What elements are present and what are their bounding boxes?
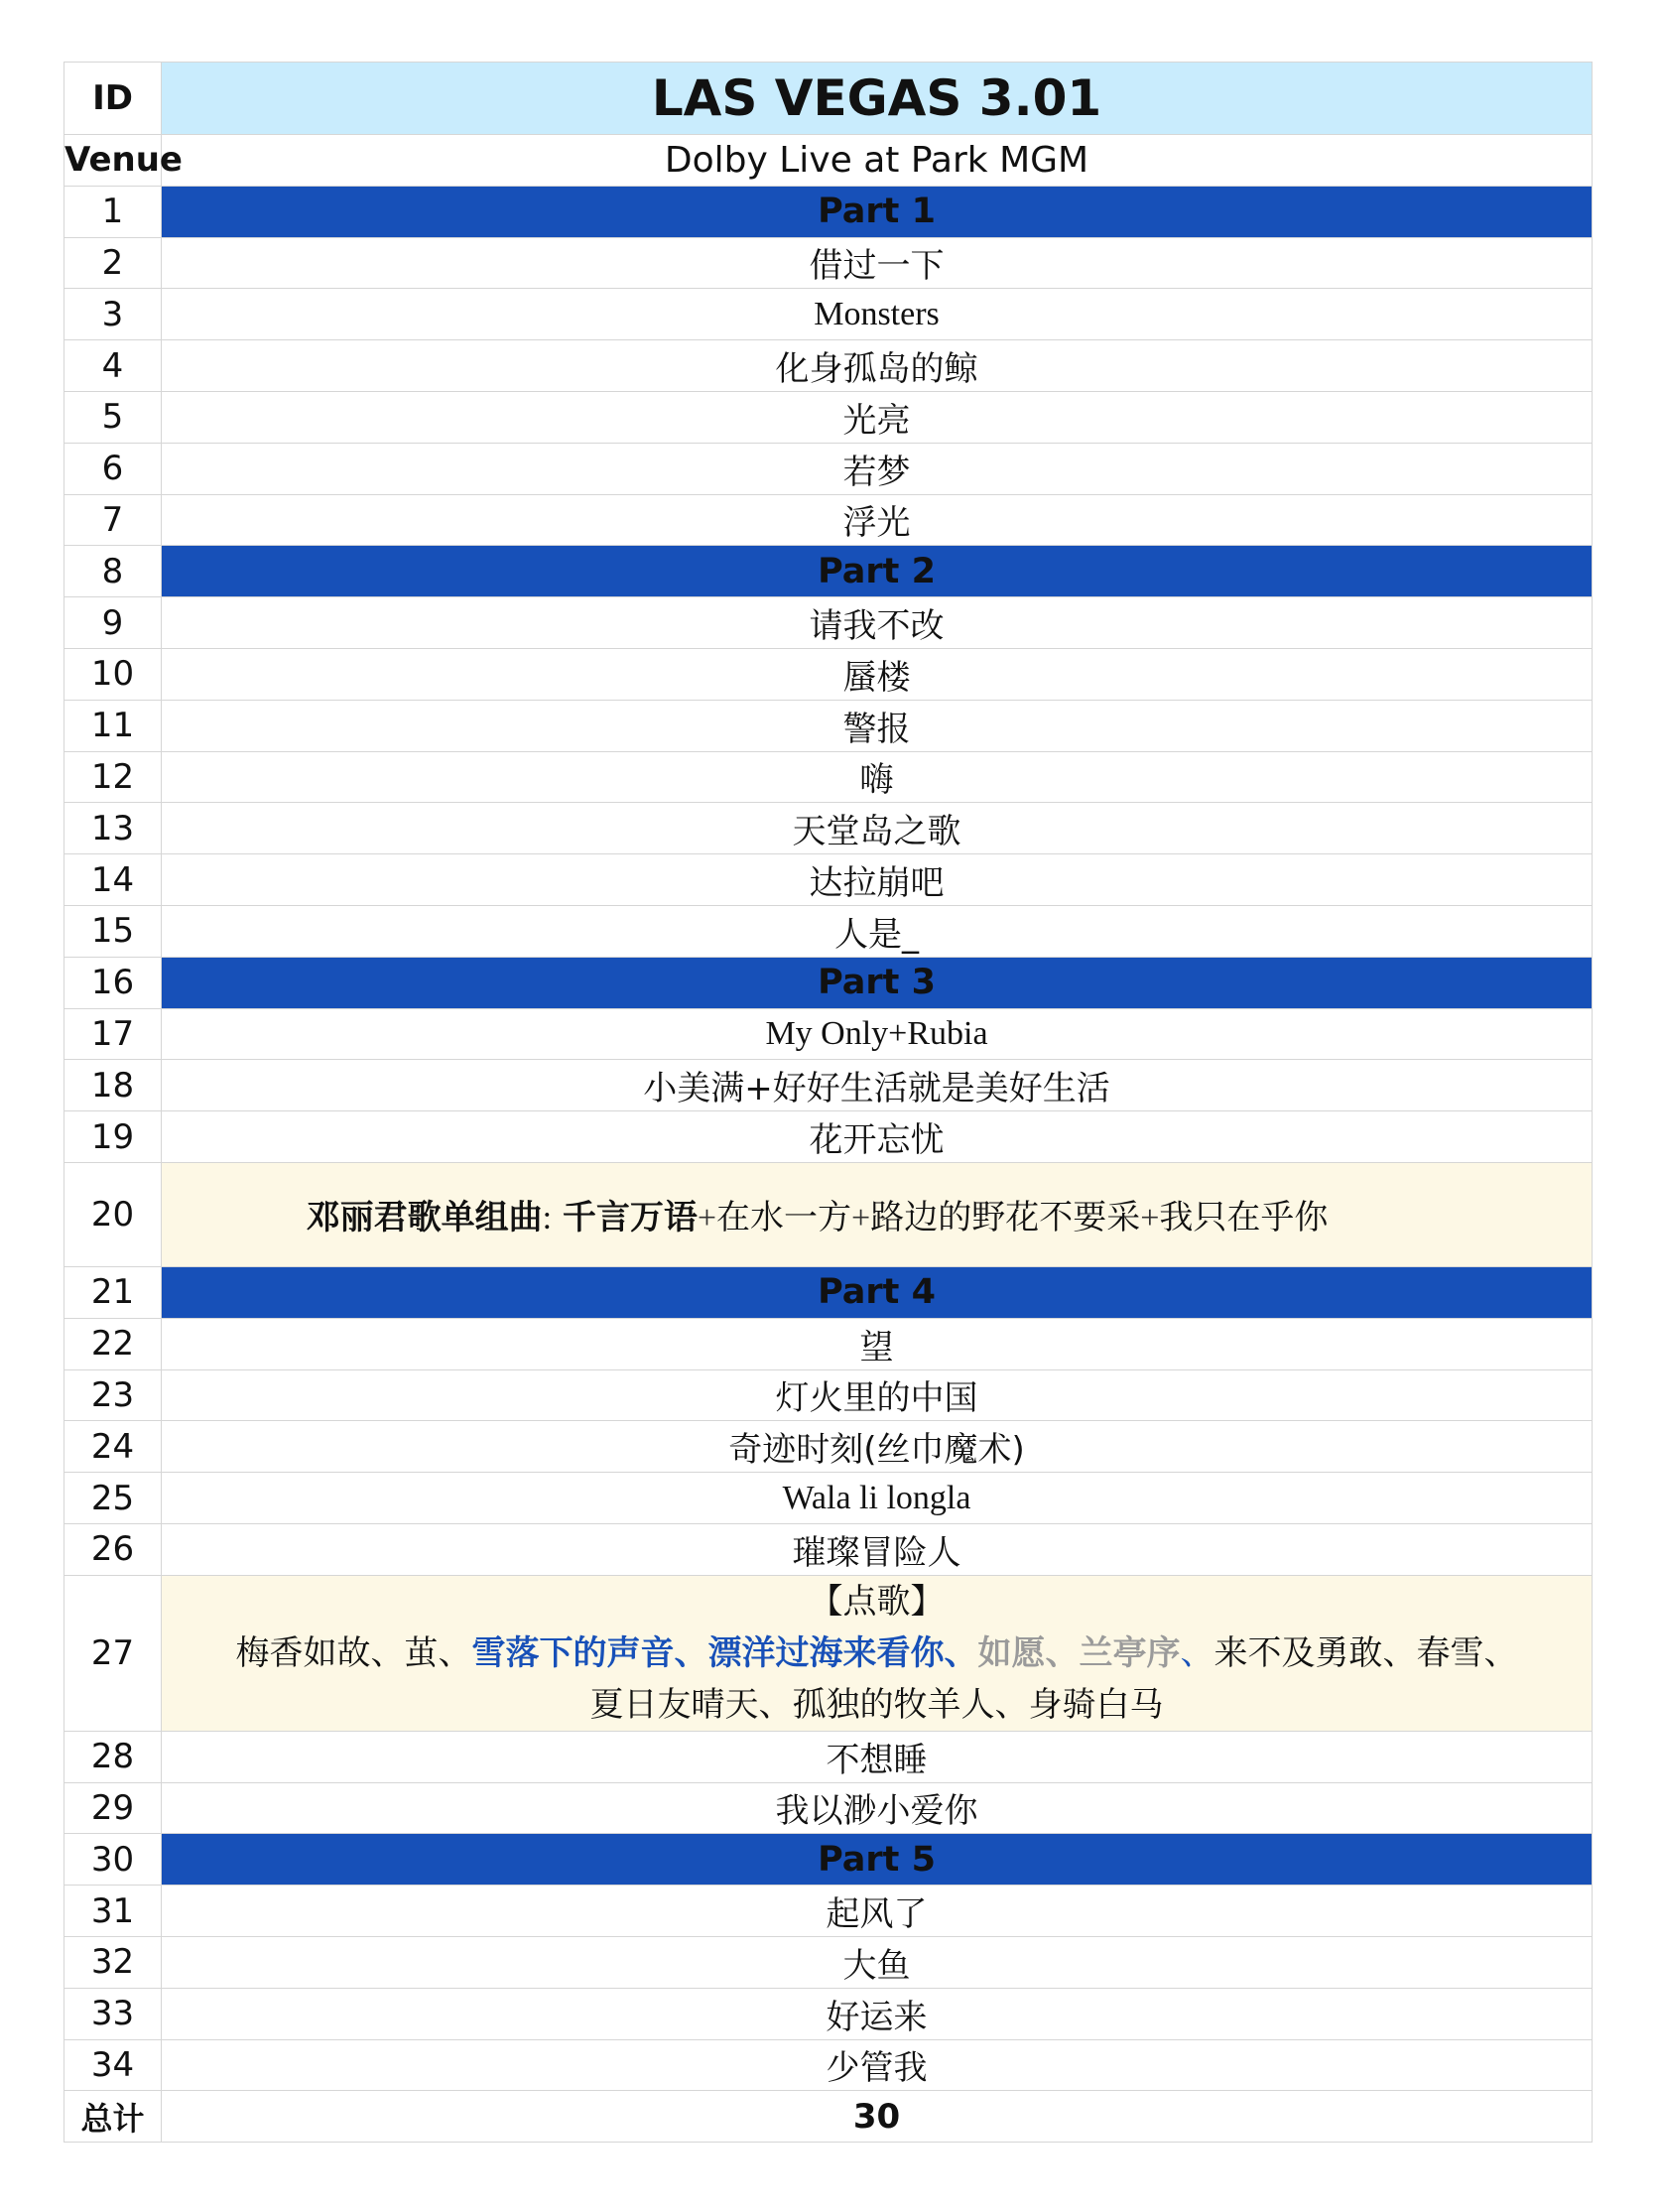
row-id: 7: [64, 494, 162, 546]
row-id: 12: [64, 751, 162, 803]
part-row-4: [64, 1266, 1593, 1318]
table-row: [64, 1421, 1593, 1473]
part-header: Part 4: [162, 1266, 1593, 1318]
row-id: 1: [64, 186, 162, 237]
venue-name: Dolby Live at Park MGM: [162, 135, 1593, 187]
table-row: [64, 1731, 1593, 1782]
row-id: 25: [64, 1473, 162, 1524]
row-id: 34: [64, 2039, 162, 2091]
request-line: 夏日友晴天、孤独的牧羊人、身骑白马: [589, 1684, 1164, 1725]
song-title: My Only+Rubia: [162, 1008, 1593, 1060]
table-row: [64, 854, 1593, 906]
song-title: 人是_: [162, 905, 1593, 957]
request-songs-blue: 雪落下的声音、漂洋过海来看你、: [471, 1632, 978, 1673]
table-row: [64, 751, 1593, 803]
song-title: 天堂岛之歌: [162, 803, 1593, 854]
part-row-1: [64, 186, 1593, 237]
song-title: 不想睡: [162, 1731, 1593, 1782]
table-row: [64, 237, 1593, 289]
song-title: 光亮: [162, 391, 1593, 443]
part-header: Part 2: [162, 546, 1593, 597]
id-header: ID: [64, 63, 162, 135]
total-row: [64, 2091, 1593, 2143]
part-header: Part 5: [162, 1834, 1593, 1886]
song-title: Monsters: [162, 289, 1593, 340]
setlist-table: [64, 62, 1593, 2143]
song-title: 璀璨冒险人: [162, 1523, 1593, 1575]
table-row: [64, 648, 1593, 700]
venue-row: [64, 135, 1593, 187]
row-id: 21: [64, 1266, 162, 1318]
row-id: 30: [64, 1834, 162, 1886]
medley-label: 邓丽君歌单组曲: [306, 1198, 543, 1238]
row-id: 6: [64, 443, 162, 494]
song-title: 起风了: [162, 1886, 1593, 1937]
request-songs: 来不及勇敢、春雪、: [1213, 1632, 1518, 1673]
song-title: 大鱼: [162, 1936, 1593, 1988]
song-title: 奇迹时刻(丝巾魔术): [162, 1421, 1593, 1473]
song-title: 浮光: [162, 494, 1593, 546]
row-id: 27: [64, 1575, 162, 1731]
table-row: [64, 1782, 1593, 1834]
page-title: LAS VEGAS 3.01: [162, 63, 1593, 135]
part-row-3: [64, 957, 1593, 1008]
row-id: 19: [64, 1111, 162, 1163]
table-row: [64, 1369, 1593, 1421]
plus-sign: +: [851, 1200, 871, 1237]
title-row: [64, 63, 1593, 135]
row-id: 18: [64, 1060, 162, 1111]
medley-cell: [162, 1162, 1593, 1266]
medley-row: [64, 1162, 1593, 1266]
request-line: [162, 1627, 1592, 1679]
row-id: 15: [64, 905, 162, 957]
song-title: 若梦: [162, 443, 1593, 494]
table-row: [64, 443, 1593, 494]
row-id: 8: [64, 546, 162, 597]
row-id: 32: [64, 1936, 162, 1988]
row-id: 10: [64, 648, 162, 700]
song-title: 望: [162, 1318, 1593, 1369]
row-id: 16: [64, 957, 162, 1008]
total-value: 30: [162, 2091, 1593, 2143]
row-id: 14: [64, 854, 162, 906]
song-title: 警报: [162, 700, 1593, 751]
request-cell: [162, 1575, 1593, 1731]
plus-sign: +: [1140, 1200, 1160, 1237]
song-title: 灯火里的中国: [162, 1369, 1593, 1421]
table-row: [64, 1111, 1593, 1163]
request-heading: 【点歌】: [809, 1581, 945, 1622]
row-id: 26: [64, 1523, 162, 1575]
part-header: Part 3: [162, 957, 1593, 1008]
song-title: 达拉崩吧: [162, 854, 1593, 906]
table-row: [64, 340, 1593, 392]
table-row: [64, 1473, 1593, 1524]
row-id: 31: [64, 1886, 162, 1937]
table-row: [64, 905, 1593, 957]
venue-label: Venue: [64, 135, 162, 187]
table-row: [64, 289, 1593, 340]
request-songs-gray: 如愿、兰亭序: [977, 1632, 1181, 1673]
row-id: 3: [64, 289, 162, 340]
part-header: Part 1: [162, 186, 1593, 237]
table-row: [64, 1060, 1593, 1111]
row-id: 28: [64, 1731, 162, 1782]
table-row: [64, 803, 1593, 854]
request-row: [64, 1575, 1593, 1731]
row-id: 22: [64, 1318, 162, 1369]
medley-song: 路边的野花不要采: [870, 1198, 1141, 1238]
song-title: 蜃楼: [162, 648, 1593, 700]
table-row: [64, 1988, 1593, 2039]
song-title: 少管我: [162, 2039, 1593, 2091]
row-id: 20: [64, 1162, 162, 1266]
song-title: 借过一下: [162, 237, 1593, 289]
row-id: 9: [64, 597, 162, 649]
table-row: [64, 597, 1593, 649]
table-row: [64, 1886, 1593, 1937]
table-row: [64, 1523, 1593, 1575]
song-title: 嗨: [162, 751, 1593, 803]
table-row: [64, 1008, 1593, 1060]
table-row: [64, 391, 1593, 443]
medley-colon: :: [542, 1200, 553, 1237]
song-title: 花开忘忧: [162, 1111, 1593, 1163]
part-row-2: [64, 546, 1593, 597]
row-id: 17: [64, 1008, 162, 1060]
row-id: 4: [64, 340, 162, 392]
medley-song: 千言万语: [562, 1198, 698, 1238]
plus-sign: +: [697, 1200, 717, 1237]
song-title: 小美满+好好生活就是美好生活: [162, 1060, 1593, 1111]
total-label: 总计: [64, 2091, 162, 2143]
row-id: 5: [64, 391, 162, 443]
table-row: [64, 494, 1593, 546]
medley-song: 在水一方: [716, 1198, 852, 1238]
row-id: 23: [64, 1369, 162, 1421]
request-songs: 梅香如故、茧、: [235, 1632, 472, 1673]
request-separator: 、: [1180, 1632, 1214, 1673]
row-id: 24: [64, 1421, 162, 1473]
song-title: 化身孤岛的鲸: [162, 340, 1593, 392]
part-row-5: [64, 1834, 1593, 1886]
table-row: [64, 700, 1593, 751]
song-title: 请我不改: [162, 597, 1593, 649]
table-row: [64, 2039, 1593, 2091]
song-title: Wala li longla: [162, 1473, 1593, 1524]
song-title: 好运来: [162, 1988, 1593, 2039]
row-id: 11: [64, 700, 162, 751]
row-id: 29: [64, 1782, 162, 1834]
song-title: 我以渺小爱你: [162, 1782, 1593, 1834]
table-row: [64, 1936, 1593, 1988]
row-id: 33: [64, 1988, 162, 2039]
row-id: 13: [64, 803, 162, 854]
medley-song: 我只在乎你: [1159, 1198, 1329, 1238]
row-id: 2: [64, 237, 162, 289]
table-row: [64, 1318, 1593, 1369]
